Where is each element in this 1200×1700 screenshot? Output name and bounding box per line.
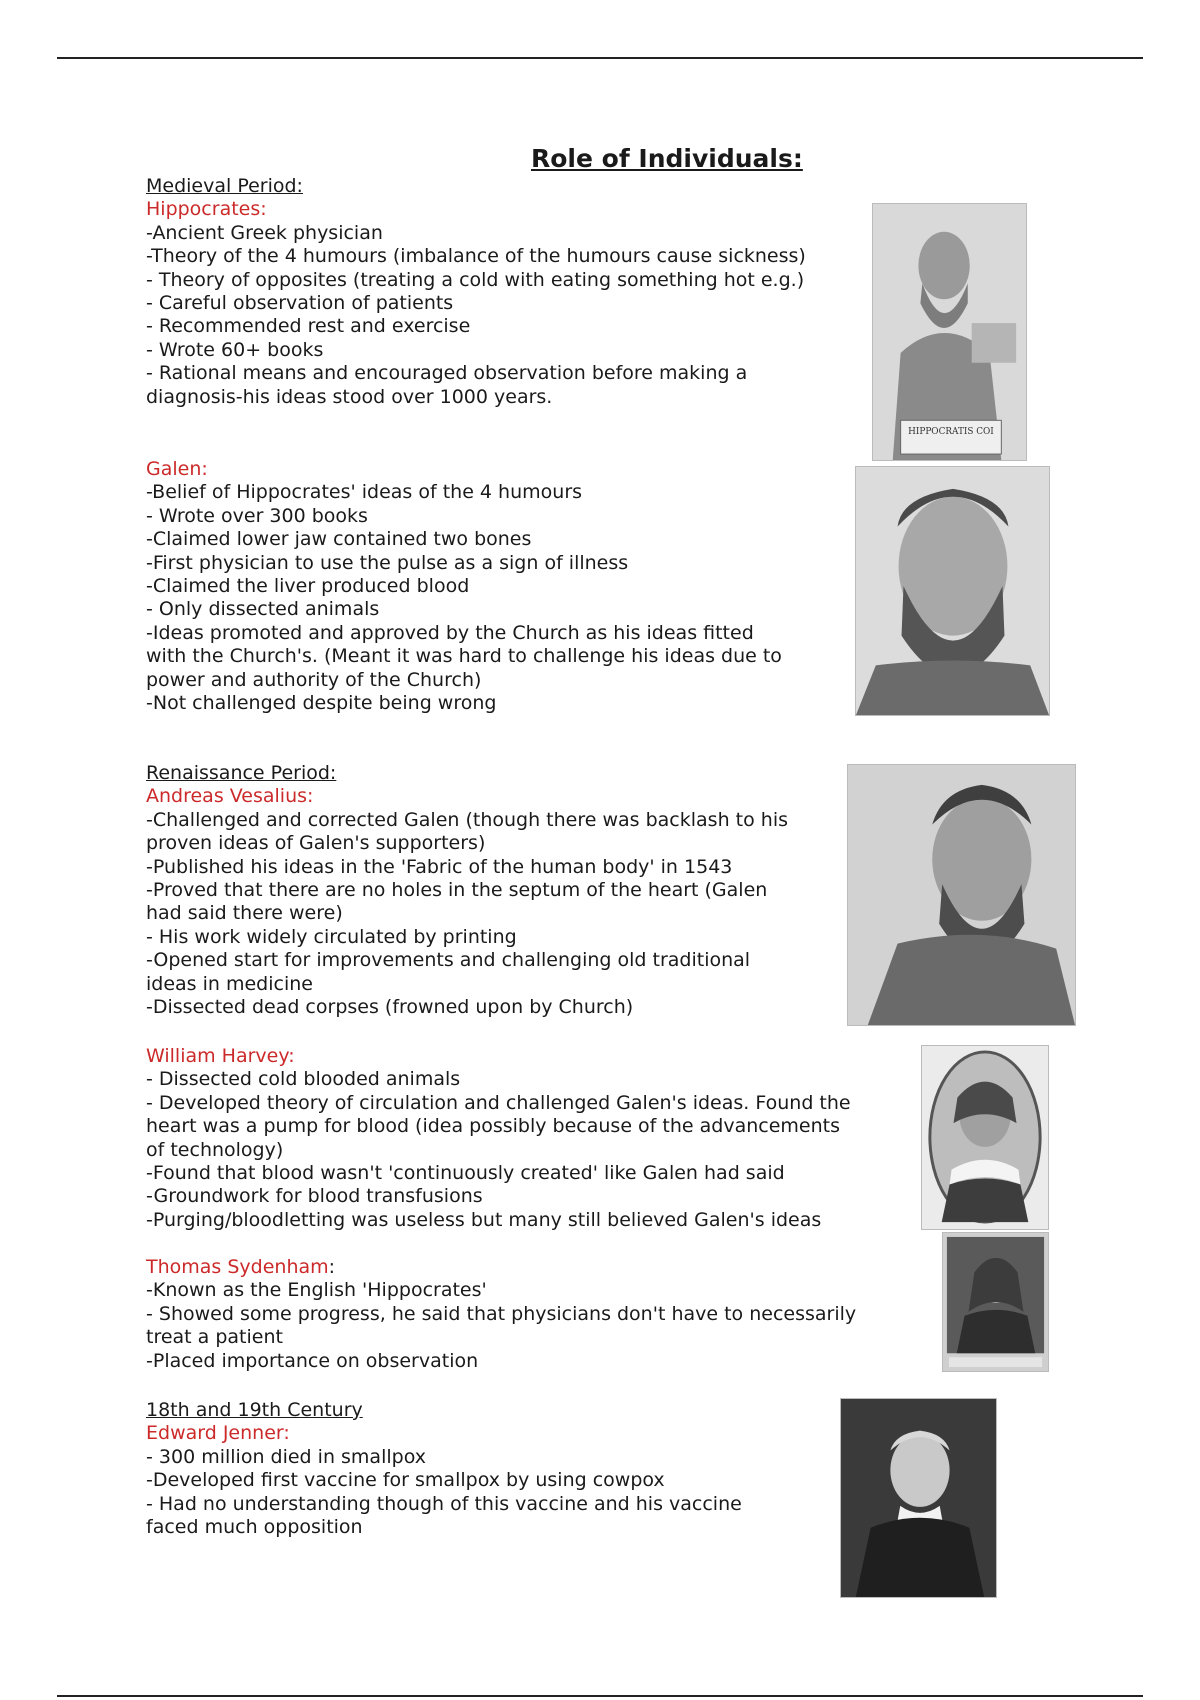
text-line: - Wrote over 300 books [146,504,368,527]
person-name-harvey: William Harvey: [146,1045,295,1067]
text-line: -Challenged and corrected Galen (though there was backlash to his [146,808,788,831]
text-line: -Opened start for improvements and challenging old traditional [146,949,751,972]
text-line: -Placed importance on observation [146,1349,479,1372]
text-line: -Published his ideas in the 'Fabric of the human body' in 1543 [146,855,733,878]
text-line: ideas in medicine [146,972,313,995]
text-line: - 300 million died in smallpox [146,1445,426,1468]
period-heading-renaissance: Renaissance Period: [146,762,337,784]
text-line: - His work widely circulated by printing [146,925,517,948]
jenner-portrait [840,1398,997,1598]
text-line: -First physician to use the pulse as a sign of illness [146,551,629,574]
period-heading-medieval: Medieval Period: [146,175,303,197]
text-line: -Known as the English 'Hippocrates' [146,1279,487,1302]
text-line: -Not challenged despite being wrong [146,692,497,715]
text-line: heart was a pump for blood (idea possibly because of the advancements [146,1115,840,1138]
harvey-portrait [921,1045,1049,1230]
text-line: -Purging/bloodletting was useless but many still believed Galen's ideas [146,1208,822,1231]
text-line: - Recommended rest and exercise [146,315,471,338]
text-line: -Theory of the 4 humours (imbalance of the humours cause sickness) [146,245,806,268]
text-line: of technology) [146,1138,284,1161]
text-line: diagnosis-his ideas stood over 1000 years. [146,385,553,408]
text-line: -Ancient Greek physician [146,221,383,244]
person-name-vesalius: Andreas Vesalius: [146,785,314,808]
text-line: treat a patient [146,1326,283,1349]
person-name-sydenham-text: Thomas Sydenham [146,1256,329,1278]
text-line: had said there were) [146,902,343,925]
text-line: - Theory of opposites (treating a cold with eating something hot e.g.) [146,268,805,291]
bottom-rule [57,1695,1143,1697]
vesalius-portrait [847,764,1076,1026]
hippocrates-section [146,175,806,409]
text-line: - Developed theory of circulation and challenged Galen's ideas. Found the [146,1091,851,1114]
text-line: -Ideas promoted and approved by the Church as his ideas fitted [146,621,754,644]
vesalius-section [146,762,788,1019]
hippocrates-portrait [872,203,1027,461]
person-name-galen: Galen: [146,458,208,480]
period-heading-century: 18th and 19th Century [146,1399,363,1421]
text-line: -Found that blood wasn't 'continuously created' like Galen had said [146,1162,785,1185]
text-line: -Groundwork for blood transfusions [146,1185,483,1208]
text-line: proven ideas of Galen's supporters) [146,832,486,855]
sydenham-portrait [942,1232,1049,1372]
name-colon: : [328,1256,336,1278]
top-rule [57,57,1143,59]
text-line: - Careful observation of patients [146,292,454,315]
text-line: -Proved that there are no holes in the septum of the heart (Galen [146,879,768,902]
person-name-sydenham [146,1256,856,1279]
portrait-caption: HIPPOCRATIS COI [908,427,994,438]
galen-section [146,458,782,715]
harvey-section [146,1045,851,1232]
text-line: - Rational means and encouraged observation before making a [146,362,748,385]
text-line: faced much opposition [146,1516,363,1539]
sydenham-section [146,1256,856,1373]
text-line: power and authority of the Church) [146,668,482,691]
text-line: -Dissected dead corpses (frowned upon by Church) [146,996,634,1019]
text-line: -Developed first vaccine for smallpox by using cowpox [146,1469,665,1492]
person-name-hippocrates: Hippocrates: [146,198,267,221]
text-line: - Dissected cold blooded animals [146,1068,461,1091]
text-line: - Wrote 60+ books [146,338,324,361]
text-line: - Only dissected animals [146,598,380,621]
person-name-jenner: Edward Jenner: [146,1422,290,1445]
text-line: -Belief of Hippocrates' ideas of the 4 humours [146,481,583,504]
text-line: with the Church's. (Meant it was hard to challenge his ideas due to [146,645,782,668]
text-line: - Showed some progress, he said that physicians don't have to necessarily [146,1302,857,1325]
text-line: -Claimed the liver produced blood [146,575,470,598]
text-line: -Claimed lower jaw contained two bones [146,528,532,551]
page-title: Role of Individuals: [531,144,803,173]
galen-portrait [855,466,1050,716]
text-line: - Had no understanding though of this vaccine and his vaccine [146,1492,742,1515]
jenner-section [146,1399,742,1539]
